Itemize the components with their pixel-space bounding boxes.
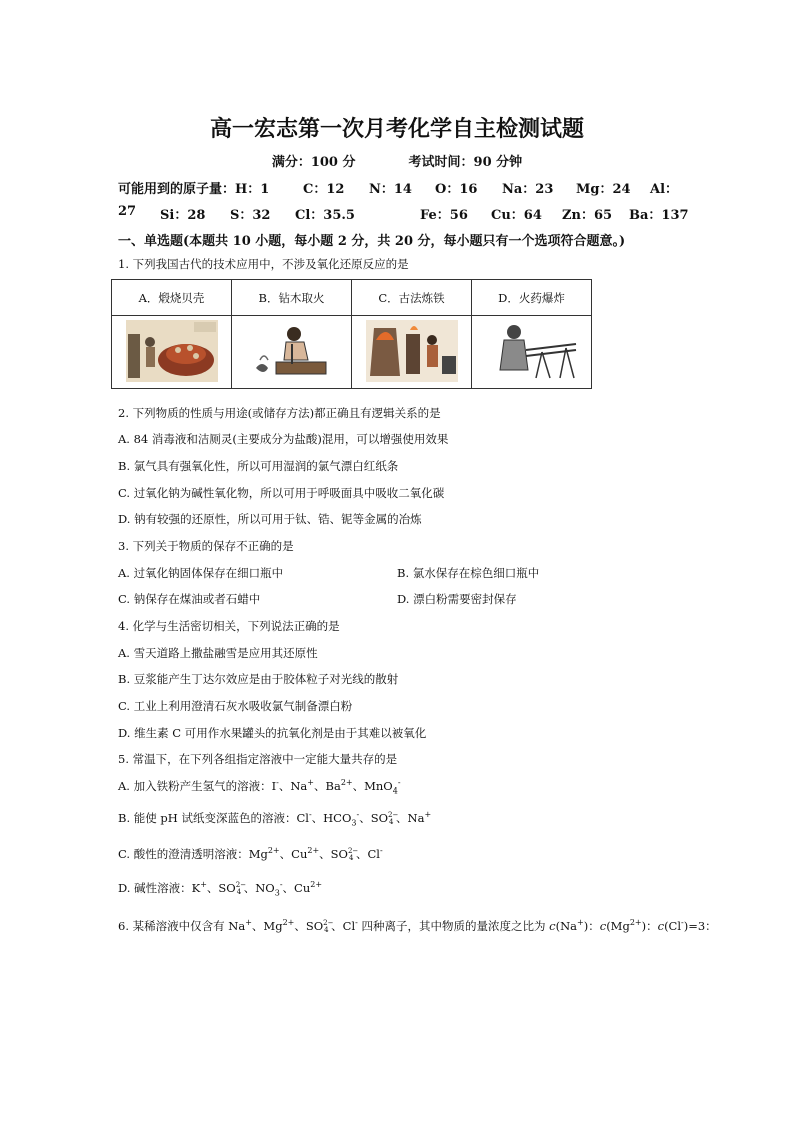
- atomic-mass-cl: Cl：35.5: [295, 208, 355, 223]
- shell-calcining-picture: [126, 320, 218, 382]
- iron-smelting-picture: [366, 320, 458, 382]
- q6-stem-tail: =3：: [688, 919, 717, 933]
- q1-stem: 1. 下列我国古代的技术应用中，不涉及氧化还原反应的是: [118, 257, 409, 271]
- q5-option-d-text: D. 碱性溶液：: [118, 881, 192, 895]
- q3-option-c: C. 钠保存在煤油或者石蜡中: [118, 592, 261, 606]
- page-title: 高一宏志第一次月考化学自主检测试题: [209, 116, 584, 142]
- atomic-mass-s: S：32: [230, 208, 271, 223]
- q1-option-b: B．钻木取火: [232, 280, 352, 316]
- q5-option-d: D. 碱性溶液：K+、SO 2− 4 、$NO_3^-$、$Cu^{2+}$: [118, 880, 323, 898]
- q1-option-c: C．古法炼铁: [352, 280, 472, 316]
- q5-option-c-text: C. 酸性的澄清透明溶液：: [118, 847, 249, 861]
- q3-option-a: A. 过氧化钠固体保存在细口瓶中: [118, 566, 284, 580]
- q1-option-a: A．煅烧贝壳: [112, 280, 232, 316]
- q1-picture-a-cell: [112, 316, 232, 389]
- q1-picture-b-cell: [232, 316, 352, 389]
- atomic-mass-c: C：12: [303, 182, 345, 197]
- q2-option-d: D. 钠有较强的还原性，所以可用于钛、锆、铌等金属的冶炼: [118, 512, 422, 526]
- q3-option-d: D. 漂白粉需要密封保存: [397, 592, 517, 606]
- q4-option-c: C. 工业上利用澄清石灰水吸收氯气制备漂白粉: [118, 699, 353, 713]
- atomic-mass-n: N：14: [369, 182, 412, 197]
- q6-stem-prefix: 6. 某稀溶液中仅含有: [118, 919, 229, 933]
- q4-option-d: D. 维生素 C 可用作水果罐头的抗氧化剂是由于其难以被氧化: [118, 726, 427, 740]
- atomic-mass-ba: Ba：137: [629, 208, 689, 223]
- section-heading: 一、单选题(本题共 10 小题，每小题 2 分，共 20 分，每小题只有一个选项符合题意。): [118, 234, 626, 249]
- q5-option-b: B. 能使 pH 试纸变深蓝色的溶液：Cl-、$HCO_3^-$、SO 2− 4 、Na+: [118, 810, 432, 828]
- atomic-mass-na: Na：23: [502, 182, 554, 197]
- fire-drill-picture: [246, 320, 338, 382]
- q2-option-a: A. 84 消毒液和洁厕灵(主要成分为盐酸)混用，可以增强使用效果: [118, 432, 449, 446]
- atomic-mass-si: Si：28: [160, 208, 206, 223]
- q1-option-d: D．火药爆炸: [472, 280, 592, 316]
- exam-time: 考试时间：90 分钟: [408, 155, 523, 170]
- gunpowder-firing-picture: [486, 320, 578, 382]
- q5-option-c: C. 酸性的澄清透明溶液：$Mg^{2+}$、$Cu^{2+}$、SO 2− 4 、Cl-: [118, 846, 383, 862]
- q3-option-b: B. 氯水保存在棕色细口瓶中: [397, 566, 540, 580]
- q6-stem-middle: 四种离子，其中物质的量浓度之比为: [357, 919, 550, 933]
- q3-stem: 3. 下列关于物质的保存不正确的是: [118, 539, 294, 553]
- q5-option-a-text: A. 加入铁粉产生氢气的溶液：: [118, 779, 272, 793]
- q2-stem: 2. 下列物质的性质与用途(或储存方法)都正确且有逻辑关系的是: [118, 406, 441, 420]
- atomic-mass-o: O：16: [435, 182, 478, 197]
- q5-option-a: A. 加入铁粉产生氢气的溶液：I-、Na+、$Ba^{2+}$、MnO$_4$-: [118, 778, 401, 796]
- atomic-mass-cu: Cu：64: [491, 208, 542, 223]
- full-score: 满分：100 分: [271, 155, 356, 170]
- q1-picture-c-cell: [352, 316, 472, 389]
- q1-options-table: [111, 279, 592, 389]
- q4-option-b: B. 豆浆能产生丁达尔效应是由于胶体粒子对光线的散射: [118, 672, 399, 686]
- atomic-mass-mg: Mg：24: [576, 182, 631, 197]
- atomic-mass-fe: Fe：56: [420, 208, 468, 223]
- atomic-mass-h: 可能用到的原子量：H：1: [118, 182, 270, 197]
- q5-stem: 5. 常温下，在下列各组指定溶液中一定能大量共存的是: [118, 752, 398, 766]
- q6-stem: 6. 某稀溶液中仅含有 Na+、$Mg^{2+}$、SO 2− 4 、Cl- 四种离子，其中物质的量浓度之比为 c(Na+)：$c(Mg^{2+})$：c(Cl-)=3：: [118, 918, 717, 934]
- q4-stem: 4. 化学与生活密切相关，下列说法正确的是: [118, 619, 340, 633]
- q2-option-c: C. 过氧化钠为碱性氧化物，所以可用于呼吸面具中吸收二氧化碳: [118, 486, 445, 500]
- q4-option-a: A. 雪天道路上撒盐融雪是应用其还原性: [118, 646, 318, 660]
- q5-option-b-text: B. 能使 pH 试纸变深蓝色的溶液：: [118, 811, 297, 825]
- atomic-mass-zn: Zn：65: [562, 208, 613, 223]
- atomic-mass-al-value: 27: [118, 204, 137, 219]
- q2-option-b: B. 氯气具有强氧化性，所以可用湿润的氯气漂白红纸条: [118, 459, 399, 473]
- exam-info: [0, 151, 794, 170]
- atomic-mass-al: Al：: [650, 182, 679, 197]
- q1-picture-d-cell: [472, 316, 592, 389]
